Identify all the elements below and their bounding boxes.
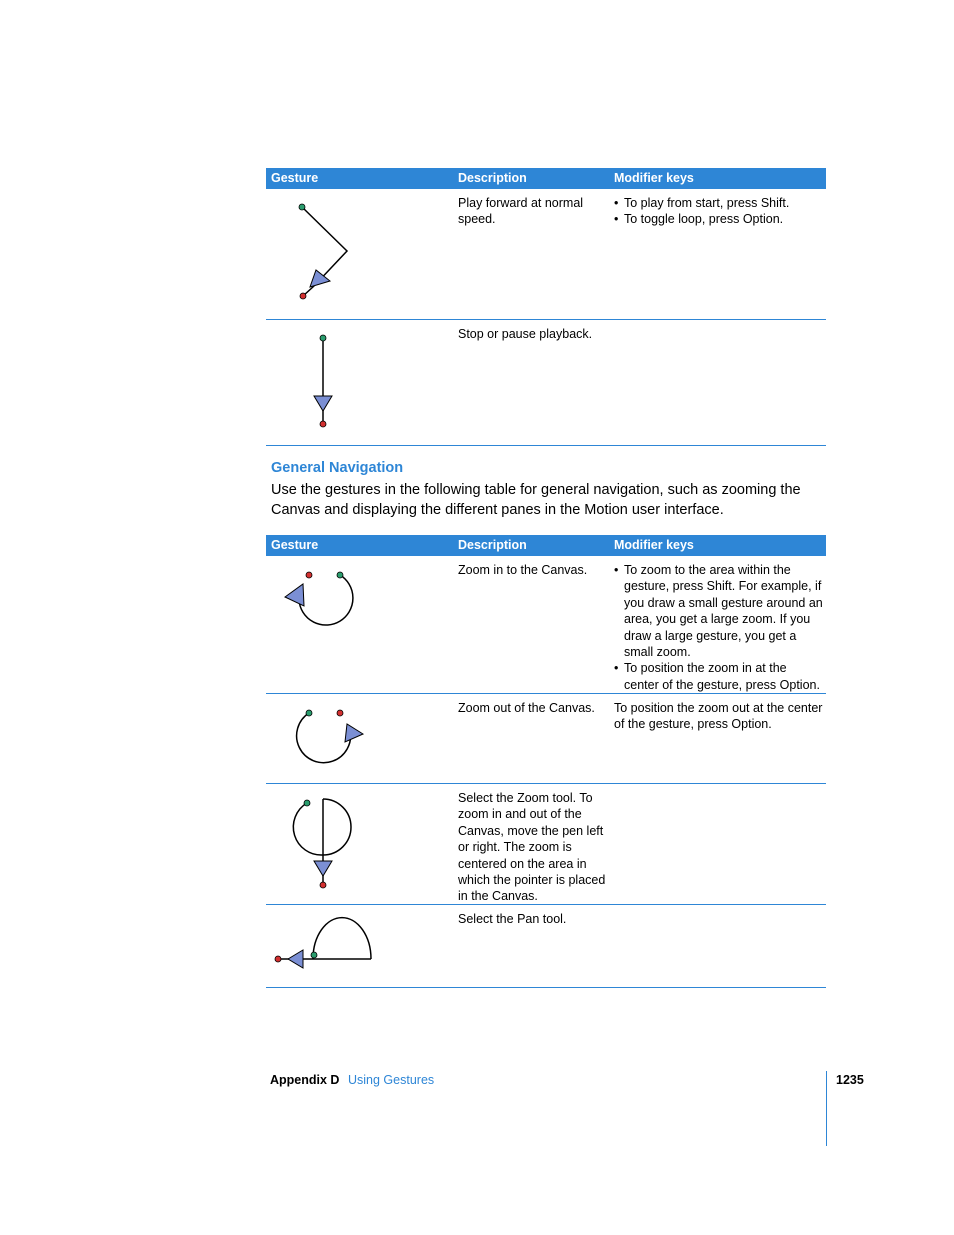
table-row bbox=[266, 694, 826, 784]
table-row bbox=[266, 189, 826, 320]
table-header bbox=[266, 535, 826, 556]
header-modifier-keys: Modifier keys bbox=[614, 538, 694, 552]
row-modifier-keys: To position the zoom out at the center of the gesture, press Option. bbox=[614, 701, 823, 732]
row-description: Select the Zoom tool. To zoom in and out of the Canvas, move the pen left or right. The zoom is centered on the area in which the pointer is placed in the Canvas. bbox=[458, 791, 606, 904]
table-row bbox=[266, 905, 826, 988]
gesture-table-navigation bbox=[266, 535, 826, 988]
table-row bbox=[266, 320, 826, 446]
header-description: Description bbox=[458, 171, 527, 185]
section-paragraph: Use the gestures in the following table for general navigation, such as zooming the Canvas and displaying the different panes in the Motion user interface. bbox=[271, 482, 801, 518]
table-row bbox=[266, 784, 826, 905]
header-modifier-keys: Modifier keys bbox=[614, 171, 694, 185]
modifier-item: • To play from start, press Shift. bbox=[614, 195, 824, 211]
footer-chapter: Appendix D bbox=[270, 1073, 340, 1087]
table-row bbox=[266, 556, 826, 694]
pan-tool-gesture-icon bbox=[266, 905, 446, 987]
stop-gesture-icon bbox=[266, 320, 446, 445]
play-forward-gesture-icon bbox=[266, 189, 446, 319]
row-description: Stop or pause playback. bbox=[458, 327, 593, 341]
footer-divider bbox=[826, 1071, 827, 1146]
header-gesture: Gesture bbox=[271, 171, 319, 185]
row-modifier-keys bbox=[614, 562, 824, 693]
zoom-tool-gesture-icon bbox=[266, 784, 446, 904]
row-modifier-keys bbox=[614, 195, 824, 228]
table-header bbox=[266, 168, 826, 189]
header-description: Description bbox=[458, 538, 527, 552]
row-description: Zoom in to the Canvas. bbox=[458, 563, 588, 577]
modifier-item: • To position the zoom in at the center of the gesture, press Option. bbox=[614, 660, 824, 693]
zoom-out-gesture-icon bbox=[266, 694, 446, 783]
header-gesture: Gesture bbox=[271, 538, 319, 552]
section-heading: General Navigation bbox=[271, 460, 404, 476]
zoom-in-gesture-icon bbox=[266, 556, 446, 693]
footer-chapter-title: Using Gestures bbox=[348, 1073, 435, 1087]
page-number: 1235 bbox=[836, 1073, 864, 1087]
modifier-item: • To toggle loop, press Option. bbox=[614, 211, 824, 227]
row-description: Play forward at normal speed. bbox=[458, 196, 584, 227]
row-description: Select the Pan tool. bbox=[458, 912, 567, 926]
row-description: Zoom out of the Canvas. bbox=[458, 701, 595, 715]
modifier-item: • To zoom to the area within the gesture, press Shift. For example, if you draw a small gesture around an area, you get a large zoom. If you draw a large gesture, you get a small zoom. bbox=[614, 562, 824, 660]
gesture-table-playback bbox=[266, 168, 826, 446]
